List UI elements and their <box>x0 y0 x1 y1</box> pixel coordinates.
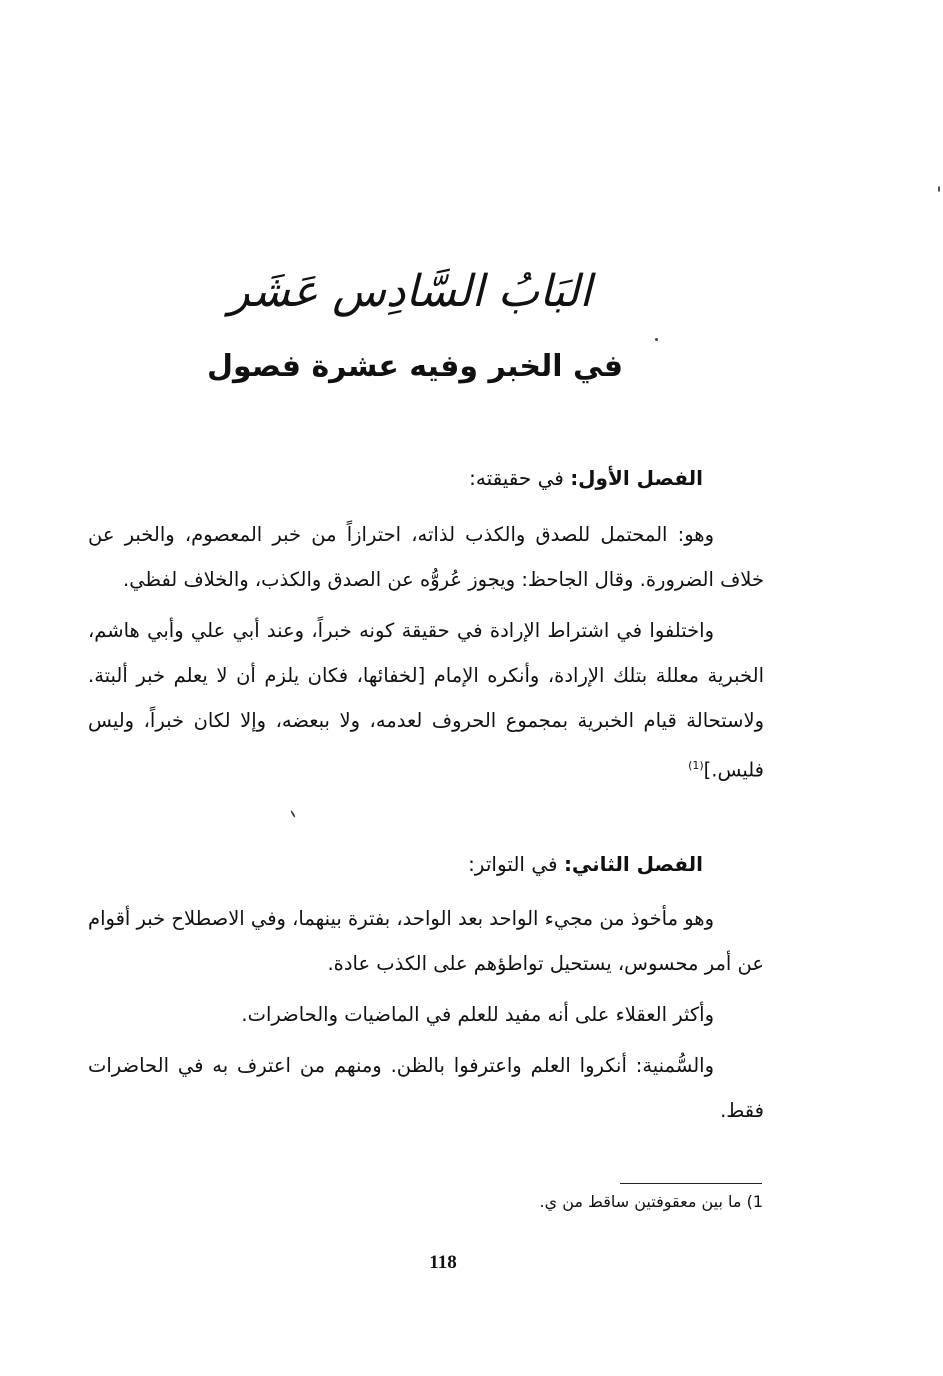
section-1-heading-label: الفصل الأول: <box>570 466 703 490</box>
section-1-heading <box>469 458 703 498</box>
section-2-body <box>88 896 764 1133</box>
section-1-paragraph-1: وهو: المحتمل للصدق والكذب لذاته، احترازاً من خبر المعصوم، والخبر عن خلاف الضرورة. وقال الجاحظ: ويجوز عُروُّه عن الصدق والكذب، والخلاف لفظي. <box>88 523 764 591</box>
section-1-paragraph-2-text: واختلفوا في اشتراط الإرادة في حقيقة كونه خبراً، وعند أبي علي وأبي هاشم، الخبرية معللة بتلك الإرادة، وأنكره الإمام [لخفائها، فكان يلزم أن لا يعلم خبر ألبتة. ولاستحالة قيام الخبرية بمجموع الحروف لعدمه، ولا ببعضه، وإلا لكان خبراً، وليس فليس.] <box>88 619 764 782</box>
footnote-number: 1) <box>746 1192 763 1211</box>
scan-speck <box>938 186 940 192</box>
footnote <box>540 1186 763 1218</box>
section-1-heading-topic: في حقيقته: <box>469 466 564 490</box>
section-2-heading-label: الفصل الثاني: <box>563 852 703 876</box>
page-number: 118 <box>429 1252 457 1273</box>
section-2-paragraph-2: وأكثر العقلاء على أنه مفيد للعلم في الماضيات والحاضرات. <box>241 1003 714 1026</box>
section-1-paragraph-2 <box>88 608 764 793</box>
footnote-divider <box>620 1183 762 1184</box>
section-1-body <box>88 512 764 793</box>
section-2-heading-topic: في التواتر: <box>468 852 558 876</box>
section-2-paragraph-3: والسُّمنية: أنكروا العلم واعترفوا بالظن. ومنهم من اعترف به في الحاضرات فقط. <box>88 1054 764 1122</box>
footnote-marker: (1) <box>688 759 704 772</box>
section-2-heading <box>468 844 703 884</box>
scan-speck <box>655 338 658 341</box>
scan-speck <box>290 810 296 818</box>
section-2-paragraph-1: وهو مأخوذ من مجيء الواحد بعد الواحد، بفترة بينهما، وفي الاصطلاح خبر أقوام عن أمر محسوس، يستحيل تواطؤهم على الكذب عادة. <box>88 907 764 975</box>
chapter-title: البَابُ السَّادِس عَشَر <box>228 266 592 317</box>
chapter-subtitle: في الخبر وفيه عشرة فصول <box>206 349 623 384</box>
footnote-text: ما بين معقوفتين ساقط من ي. <box>539 1192 742 1211</box>
